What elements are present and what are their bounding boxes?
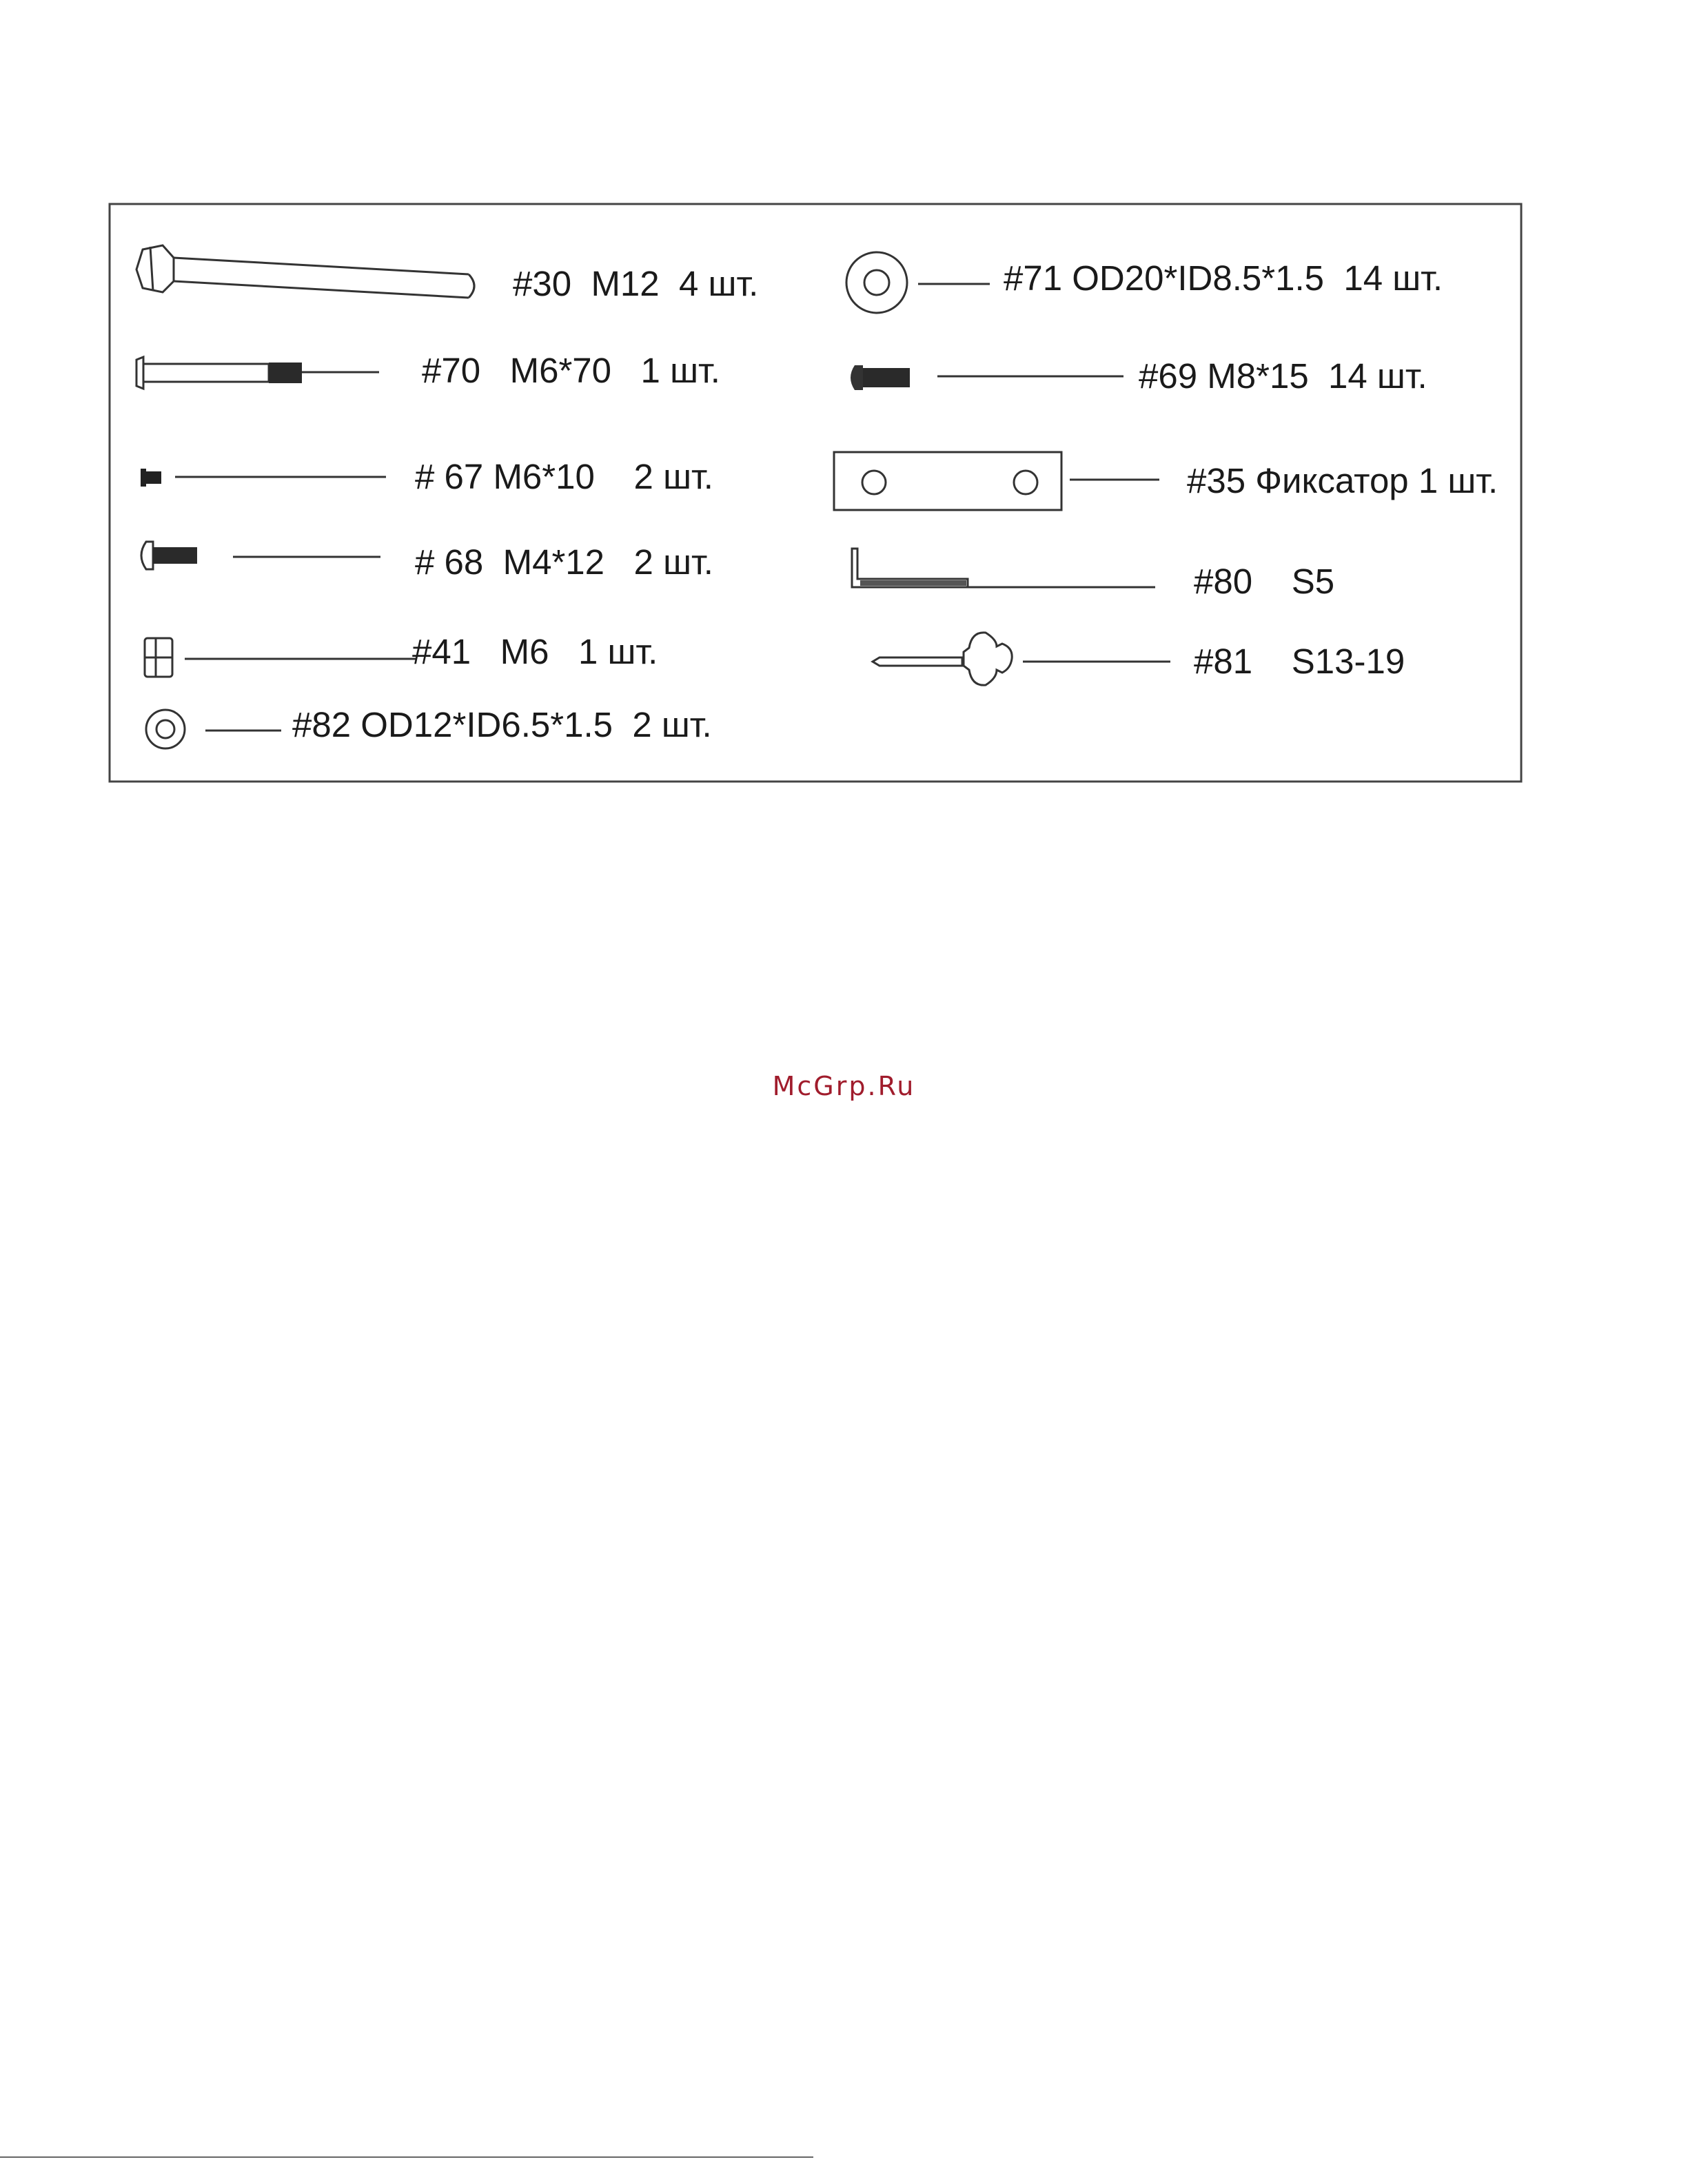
part-number: #70 [422,351,481,390]
bolt-30-icon [136,245,474,298]
part-spec: S13-19 [1291,642,1405,681]
part-spec: M6 [500,632,549,671]
label-part-35 [1187,463,1498,498]
label-part-41 [412,634,658,669]
allen-key-80-icon [852,549,968,587]
part-spec: M6*70 [509,351,612,390]
label-part-68 [415,544,713,580]
nut-41-icon [145,638,172,677]
screw-67-icon [141,469,161,487]
part-number: #35 [1187,461,1246,500]
plate-35-icon [834,452,1061,510]
part-spec: OD12*ID6.5*1.5 [360,705,613,744]
part-spec: OD20*ID8.5*1.5 [1072,258,1324,298]
part-qty: 2 шт. [632,705,712,744]
part-number: #82 [292,705,352,744]
part-number: # 68 [415,542,484,582]
part-number: #71 [1004,258,1063,298]
part-number: #41 [412,632,471,671]
part-qty: 1 шт. [1418,461,1498,500]
part-qty: 1 шт. [578,632,658,671]
watermark: McGrp.Ru [772,1071,916,1101]
part-qty: 1 шт. [640,351,720,390]
part-spec: M4*12 [502,542,605,582]
part-qty: 4 шт. [679,264,759,303]
part-qty: 2 шт. [633,542,713,582]
part-number: #81 [1194,642,1253,681]
washer-82-icon [146,710,185,748]
part-spec: M8*15 [1207,356,1309,396]
part-spec: M12 [591,264,660,303]
part-qty: 2 шт. [633,457,713,496]
part-number: #30 [513,264,572,303]
wrench-81-icon [873,633,1012,685]
part-number: # 67 [415,457,484,496]
washer-71-icon [846,252,907,313]
label-part-81 [1194,644,1405,679]
label-part-30 [513,266,758,301]
label-part-82 [292,707,712,742]
screw-69-icon [851,365,910,390]
label-part-80 [1194,564,1334,599]
screw-68-icon [141,542,197,569]
part-qty: 14 шт. [1343,258,1443,298]
part-spec: S5 [1291,562,1335,601]
part-qty: 14 шт. [1328,356,1427,396]
label-part-67 [415,459,713,494]
label-part-69 [1139,358,1427,394]
part-number: #69 [1139,356,1198,396]
label-part-71 [1004,258,1443,298]
label-part-70 [422,353,720,388]
part-number: #80 [1194,562,1253,601]
part-spec: M6*10 [493,457,595,496]
part-spec: Фиксатор [1255,461,1409,500]
screw-70-icon [136,357,302,389]
